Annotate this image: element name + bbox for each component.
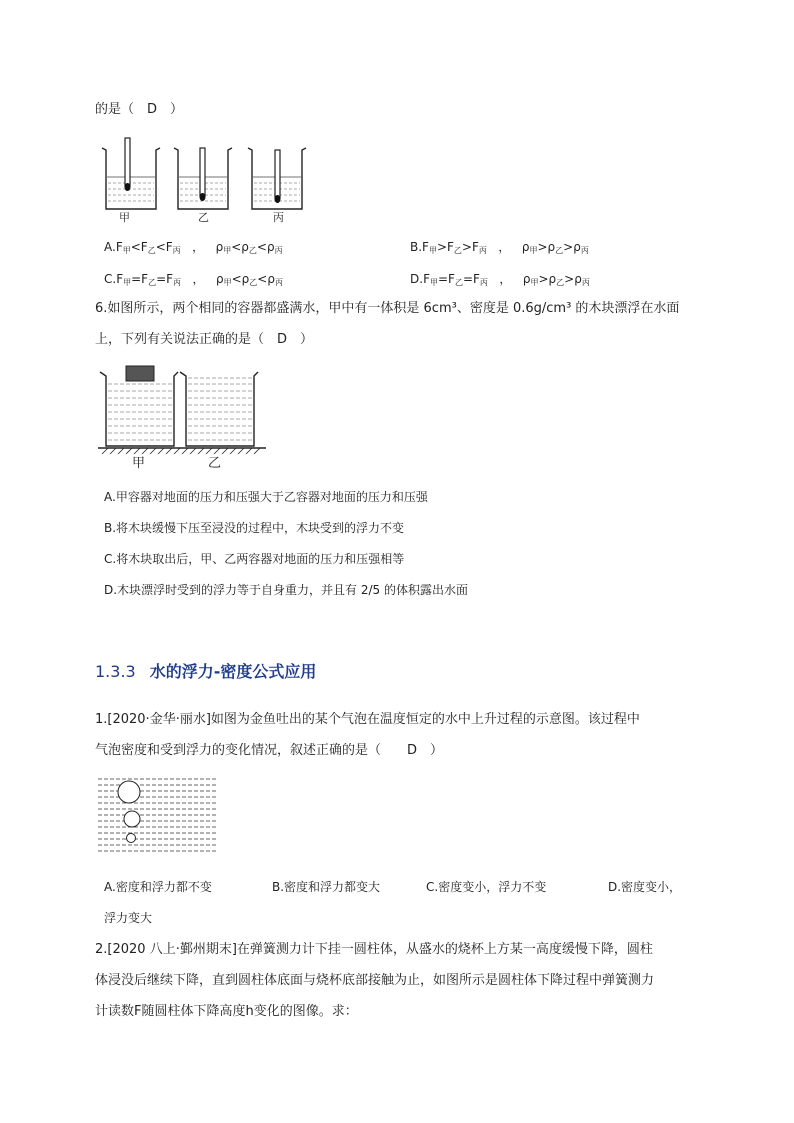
section-number: 1.3.3	[95, 662, 136, 681]
s-q2-stem-line1: 2.[2020 八上·鄞州期末]在弹簧测力计下挂一圆柱体，从盛水的烧杯上方某一高度缓慢下降，圆柱	[95, 942, 653, 957]
s-q1-stem-line2: 气泡密度和受到浮力的变化情况，叙述正确的是（ D ）	[95, 743, 444, 758]
q6-containers-figure	[96, 364, 268, 460]
s-q1-stem-line1: 1.[2020·金华·丽水]如图为金鱼吐出的某个气泡在温度恒定的水中上升过程的示意图。该过程中	[95, 712, 640, 727]
q5-option-b: $B.F_甲>F_乙>F_丙$ ， $\rho_甲>\rho_乙>\rho_丙$	[410, 240, 589, 255]
q5-option-c: $C.F_甲=F_乙=F_丙$ ， $\rho_甲<\rho_乙<\rho_丙$	[104, 272, 283, 287]
section-title: 水的浮力-密度公式应用	[149, 662, 317, 681]
q6-option-a: A.甲容器对地面的压力和压强大于乙容器对地面的压力和压强	[104, 490, 428, 504]
section-heading	[95, 659, 316, 682]
q5-tail-text: 的是（ D ）	[95, 102, 184, 117]
s-q1-option-d: D.密度变小，	[608, 880, 682, 894]
s-q1-option-c: C.密度变小，浮力不变	[426, 880, 547, 894]
s-q2-stem-line2: 体浸没后继续下降，直到圆柱体底面与烧杯底部接触为止，如图所示是圆柱体下降过程中弹簧测力	[95, 973, 655, 988]
q6-option-d: D.木块漂浮时受到的浮力等于自身重力，并且有 2/5 的体积露出水面	[104, 583, 468, 597]
q6-option-b: B.将木块缓慢下压至浸没的过程中，木块受到的浮力不变	[104, 521, 405, 535]
s-q1-option-d-cont: 浮力变大	[104, 911, 153, 925]
s-q2-stem-line3: 计读数F随圆柱体下降高度h变化的图像。求：	[95, 1004, 358, 1019]
q6-stem-line2: 上，下列有关说法正确的是（ D ）	[95, 332, 314, 347]
bubble-figure	[98, 776, 218, 856]
beaker-label-jia: 甲	[119, 211, 130, 224]
q5-beakers-figure	[98, 136, 320, 228]
q5-option-a: $A.F_甲<F_乙<F_丙$ ， $\rho_甲<\rho_乙<\rho_丙$	[104, 240, 283, 255]
q6-label-jia: 甲	[132, 456, 146, 471]
s-q1-option-b: B.密度和浮力都变大	[272, 880, 381, 894]
beaker-label-yi: 乙	[198, 211, 209, 224]
q6-stem-line1: 6.如图所示，两个相同的容器都盛满水，甲中有一体积是 6cm³、密度是 0.6g/cm³ 的木块漂浮在水面	[95, 301, 680, 316]
beaker-label-bing: 丙	[273, 211, 284, 224]
q6-label-yi: 乙	[208, 456, 222, 471]
s-q1-option-a: A.密度和浮力都不变	[104, 880, 212, 894]
q6-option-c: C.将木块取出后，甲、乙两容器对地面的压力和压强相等	[104, 552, 405, 566]
q5-option-d: $D.F_甲=F_乙=F_丙$ ， $\rho_甲>\rho_乙>\rho_丙$	[410, 272, 590, 287]
